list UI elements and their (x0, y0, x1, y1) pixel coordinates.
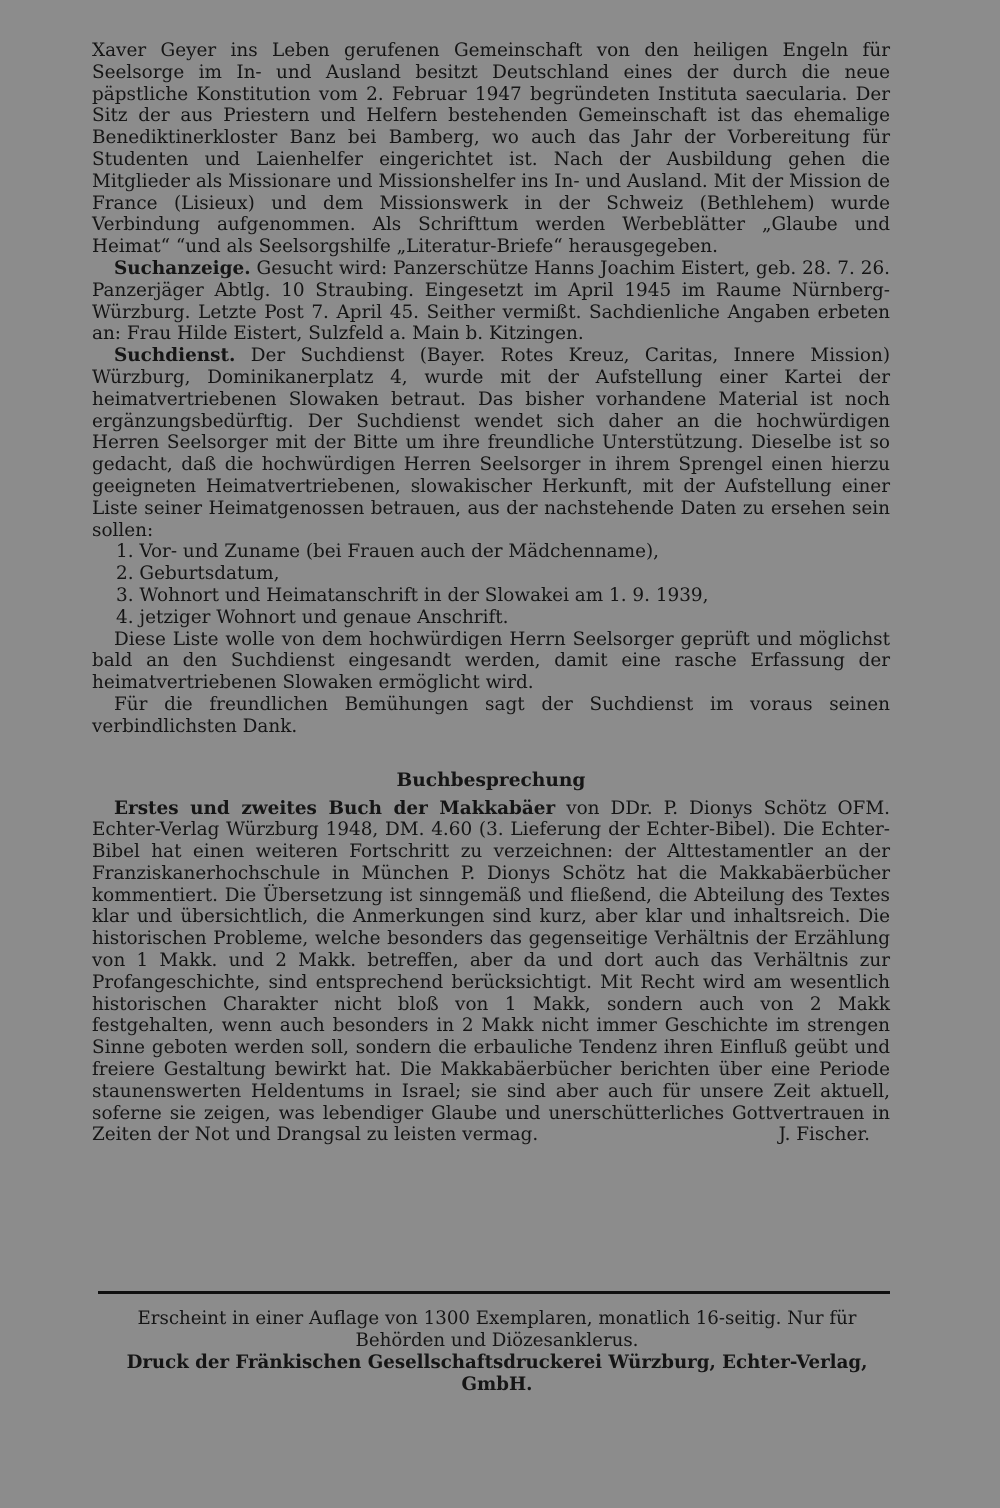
review-signature: J. Fischer. (778, 1124, 870, 1146)
intro-paragraph: Xaver Geyer ins Leben gerufenen Gemeinschaft von den heiligen Engeln für Seelsorge im In- und Ausland besitzt Deutschland eines der durch die neue päpstliche Konstitution vom 2. Februar 1947 begründeten Instituta saecularia. Der Sitz der aus Priestern und Helfern bestehenden Gemeinschaft ist das ehemalige Benediktinerkloster Banz bei Bamberg, wo auch das Jahr der Vorbereitung für Studenten und Laienhelfer eingerichtet ist. Nach der Ausbildung gehen die Mitglieder als Missionare und Missionshelfer ins In- und Ausland. Mit der Mission de France (Lisieux) und dem Missionswerk in der Schweiz (Bethlehem) wurde Verbindung aufgenommen. Als Schrifttum werden Werbeblätter „Glaube und Heimat“ “und als Seelsorgshilfe „Literatur-Briefe“ herausgegeben. (92, 40, 890, 258)
suchanzeige-lead: Suchanzeige. (114, 257, 251, 279)
suchdienst-text: Der Suchdienst (Bayer. Rotes Kreuz, Caritas, Innere Mission) Würzburg, Dominikanerplatz 4, wurde mit der Aufstellung einer Kartei der heimatvertriebenen Slowaken betraut. Das bisher vorhandene Material ist noch ergänzungsbedürftig. Der Suchdienst wendet sich daher an die hochwürdigen Herren Seelsorger mit der Bitte um ihre freundliche Unterstützung. Dieselbe ist so gedacht, daß die hochwürdigen Herren Seelsorger in ihrem Sprengel einen hierzu geeigneten Heimatvertriebenen, slowakischer Herkunft, mit der Aufstellung einer Liste seiner Heimatgenossen betrauen, aus der nachstehende Daten zu ersehen sein sollen: (92, 345, 890, 541)
suchdienst-thanks: Für die freundlichen Bemühungen sagt der Suchdienst im voraus seinen verbindlichsten Dank. (92, 693, 890, 737)
document-page (92, 40, 890, 1146)
suchanzeige-paragraph (92, 258, 890, 345)
list-item: 2. Geburtsdatum, (116, 563, 280, 585)
review-heading: Buchbesprechung (396, 769, 586, 791)
suchanzeige-text: Gesucht wird: Panzerschütze Hanns Joachim Eistert, geb. 28. 7. 26. Panzerjäger Abtlg. 10 Straubing. Eingesetzt im April 1945 im Raume Nürnberg-Würzburg. Letzte Post 7. April 45. Seither vermißt. Sachdienliche Angaben erbeten an: Frau Hilde Eistert, Sulzfeld a. Main b. Kitzingen. (92, 257, 890, 345)
list-item: 3. Wohnort und Heimatanschrift in der Slowakei am 1. 9. 1939, (116, 584, 709, 606)
suchdienst-lead: Suchdienst. (114, 345, 236, 367)
required-data-list (92, 541, 890, 628)
footer-printer: Druck der Fränkischen Gesellschaftsdruckerei Würzburg, Echter-Verlag, GmbH. (126, 1352, 868, 1395)
review-paragraph (92, 798, 890, 1147)
review-book-title: Erstes und zweites Buch der Makkabäer (114, 797, 556, 819)
footer-divider (98, 1291, 890, 1294)
suchdienst-after-list: Diese Liste wolle von dem hochwürdigen Herrn Seelsorger geprüft und möglichst bald an den Suchdienst eingesandt werden, damit eine rasche Erfassung der heimatvertriebenen Slowaken ermöglicht wird. (92, 628, 890, 694)
list-item: 1. Vor- und Zuname (bei Frauen auch der Mädchenname), (116, 541, 659, 563)
review-text: von DDr. P. Dionys Schötz OFM. Echter-Verlag Würzburg 1948, DM. 4.60 (3. Lieferung der Echter-Bibel). Die Echter-Bibel hat einen weiteren Fortschritt zu verzeichnen: der Alttestamentler an der Franziskanerhochschule in München P. Dionys Schötz hat die Makkabäerbücher kommentiert. Die Übersetzung ist sinngemäß und fließend, die Abteilung des Textes klar und übersichtlich, die Anmerkungen sind kurz, aber klar und inhaltsreich. Die historischen Probleme, welche besonders das gegenseitige Verhältnis der Erzählung von 1 Makk. und 2 Makk. betreffen, aber da und dort auch das Verhältnis zur Profangeschichte, sind entsprechend berücksichtigt. Mit Recht wird am wesentlich historischen Charakter nicht bloß von 1 Makk, sondern auch von 2 Makk festgehalten, wenn auch besonders in 2 Makk nicht immer Geschichte im strengen Sinne geboten werden soll, sondern die erbauliche Tendenz ihren Einfluß geübt und freiere Gestaltung bewirkt hat. Die Makkabäerbücher berichten über eine Periode staunenswerten Heldentums in Israel; sie sind aber auch für unsere Zeit aktuell, soferne sie zeigen, was lebendiger Glaube und unerschütterliches Gottvertrauen in Zeiten der Not und Drangsal zu leisten vermag. (92, 797, 890, 1146)
footer (92, 1308, 902, 1396)
list-item: 4. jetziger Wohnort und genaue Anschrift. (116, 606, 509, 628)
footer-edition: Erscheint in einer Auflage von 1300 Exemplaren, monatlich 16-seitig. Nur für Behörden und Diözesanklerus. (137, 1308, 857, 1351)
suchdienst-paragraph (92, 345, 890, 541)
